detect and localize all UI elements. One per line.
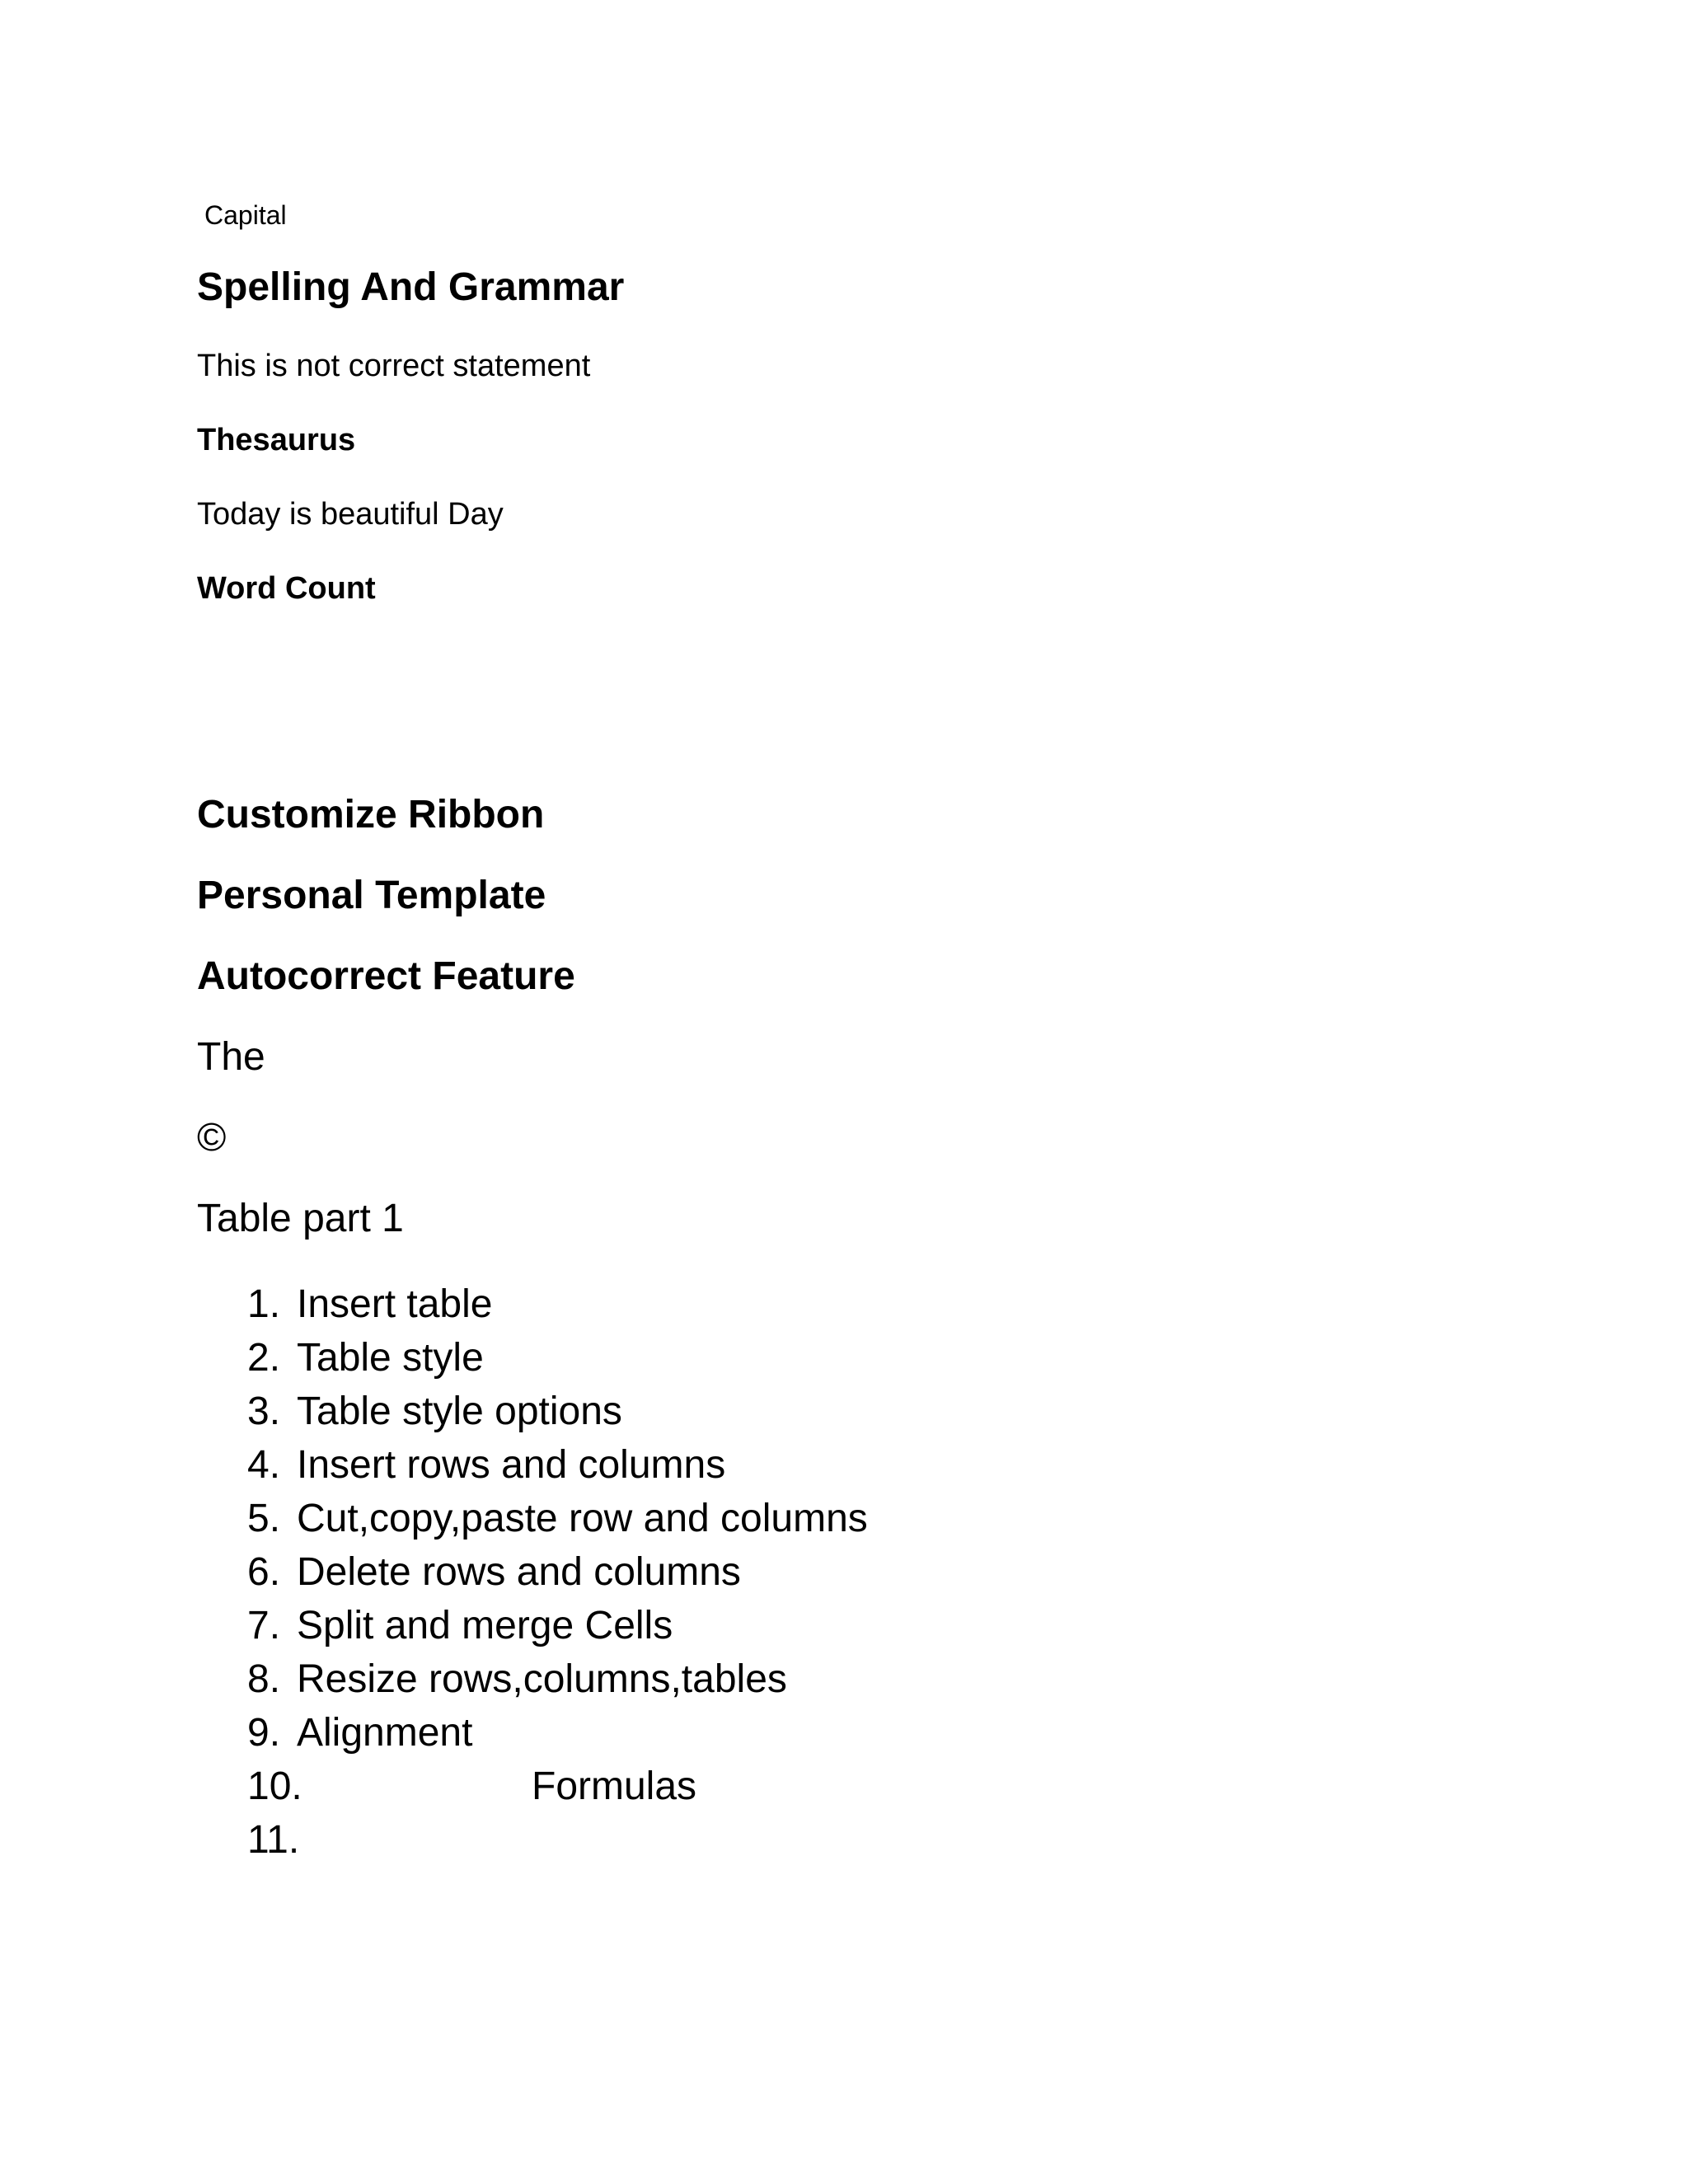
list-item-text: Split and merge Cells: [297, 1604, 673, 1647]
the-text: The: [197, 1035, 265, 1079]
spelling-and-grammar-heading: Spelling And Grammar: [197, 265, 625, 309]
list-item-number: 9.: [247, 1711, 281, 1755]
personal-template-heading: Personal Template: [197, 874, 546, 917]
copyright-symbol: ©: [197, 1116, 227, 1160]
list-item-number: 4.: [247, 1443, 281, 1487]
list-item-number: 2.: [247, 1336, 281, 1380]
list-item-text: Formulas: [532, 1765, 697, 1808]
list-item-text: Insert table: [297, 1282, 493, 1326]
list-item-number: 1.: [247, 1282, 281, 1326]
list-item-text: Table style options: [297, 1390, 622, 1433]
thesaurus-heading: Thesaurus: [197, 423, 356, 457]
autocorrect-feature-heading: Autocorrect Feature: [197, 954, 575, 998]
list-item-text: Alignment: [297, 1711, 473, 1755]
thesaurus-sentence: Today is beautiful Day: [197, 497, 504, 532]
list-item-text: Cut,copy,paste row and columns: [297, 1497, 868, 1540]
table-part-heading: Table part 1: [197, 1197, 404, 1240]
list-item-number: 10.: [247, 1765, 302, 1808]
list-item-number: 5.: [247, 1497, 281, 1540]
list-item-text: Table style: [297, 1336, 484, 1380]
list-item-number: 11.: [247, 1818, 300, 1862]
word-count-heading: Word Count: [197, 571, 376, 606]
list-item-number: 8.: [247, 1657, 281, 1701]
list-item-number: 3.: [247, 1390, 281, 1433]
list-item-text: Resize rows,columns,tables: [297, 1657, 787, 1701]
customize-ribbon-heading: Customize Ribbon: [197, 793, 545, 837]
spelling-sentence: This is not correct statement: [197, 349, 591, 383]
capital-text: Capital: [204, 200, 287, 230]
list-item-text: Delete rows and columns: [297, 1550, 741, 1594]
list-item-number: 7.: [247, 1604, 281, 1647]
list-item-number: 6.: [247, 1550, 281, 1594]
list-item-text: Insert rows and columns: [297, 1443, 726, 1487]
